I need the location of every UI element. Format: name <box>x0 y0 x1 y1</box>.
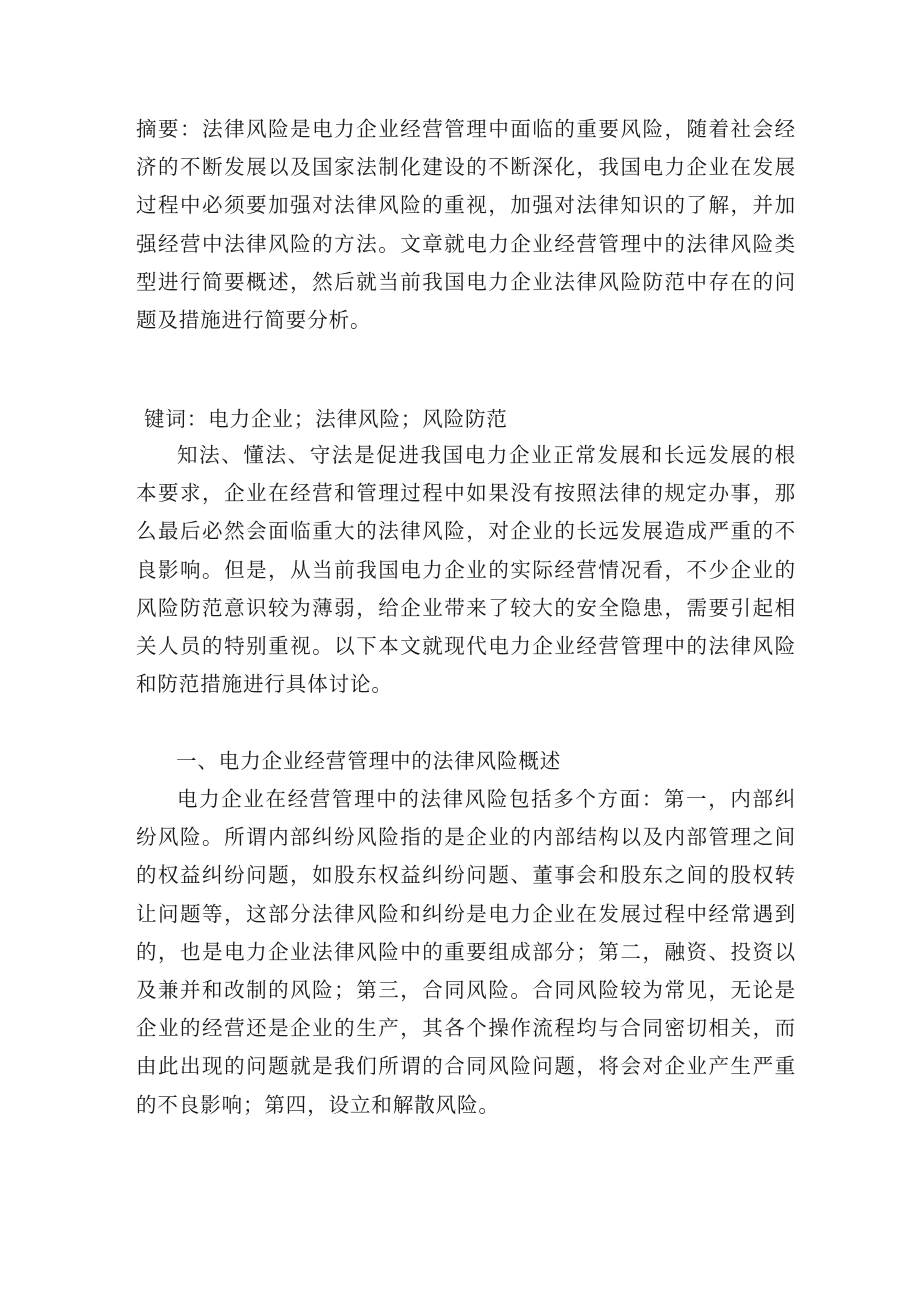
abstract-paragraph <box>136 110 796 339</box>
section-heading: 一、电力企业经营管理中的法律风险概述 <box>176 749 562 773</box>
keywords-text: 电力企业；法律风险；风险防范 <box>208 407 508 431</box>
section-paragraph: 电力企业在经营管理中的法律风险包括多个方面：第一，内部纠纷风险。所谓内部纠纷风险指的是企业的内部结构以及内部管理之间的权益纠纷问题，如股东权益纠纷问题、董事会和股东之间的股权转让问题等，这部分法律风险和纠纷是电力企业在发展过程中经常遇到的，也是电力企业法律风险中的重要组成部分；第二，融资、投资以及兼并和改制的风险；第三，合同风险。合同风险较为常见，无论是企业的经营还是企业的生产，其各个操作流程均与合同密切相关，而由此出现的问题就是我们所谓的合同风险问题，将会对企业产生严重的不良影响；第四，设立和解散风险。 <box>136 787 796 1117</box>
intro-paragraph: 知法、懂法、守法是促进我国电力企业正常发展和长远发展的根本要求，企业在经营和管理过程中如果没有按照法律的规定办事，那么最后必然会面临重大的法律风险，对企业的长远发展造成严重的不良影响。但是，从当前我国电力企业的实际经营情况看，不少企业的风险防范意识较为薄弱，给企业带来了较大的安全隐患，需要引起相关人员的特别重视。以下本文就现代电力企业经营管理中的法律风险和防范措施进行具体讨论。 <box>136 443 796 697</box>
abstract-text: 法律风险是电力企业经营管理中面临的重要风险，随着社会经济的不断发展以及国家法制化建设的不断深化，我国电力企业在发展过程中必须要加强对法律风险的重视，加强对法律知识的了解，并加强经营中法律风险的方法。文章就电力企业经营管理中的法律风险类型进行简要概述，然后就当前我国电力企业法律风险防范中存在的问题及措施进行简要分析。 <box>136 117 796 333</box>
keywords-line <box>144 400 804 438</box>
keywords-label: 键词： <box>144 407 209 431</box>
abstract-label: 摘要： <box>136 117 203 141</box>
